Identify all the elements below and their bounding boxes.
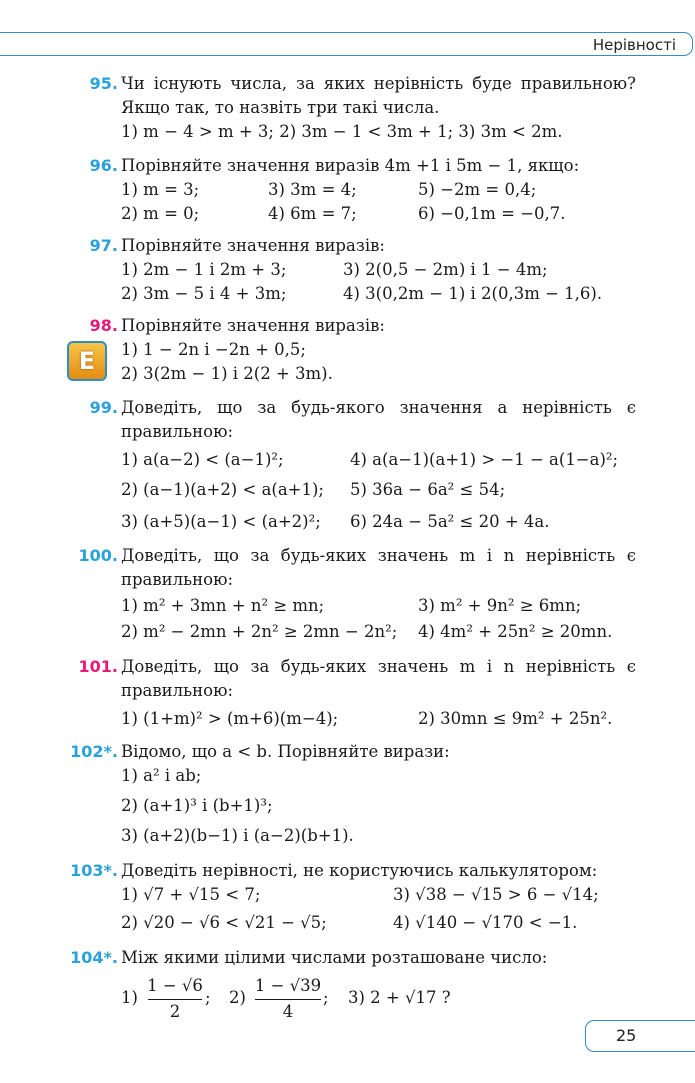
item-4: 4) 6m = 7; [268, 204, 357, 223]
item-2: 2) (a−1)(a+2) < a(a+1); [121, 480, 324, 499]
item-5: 5) 36a − 6a² ≤ 54; [350, 480, 506, 499]
problem-text: Порівняйте значення виразів: [121, 236, 385, 255]
problem-text: Чи існують числа, за яких нерівність буде правильною? Якщо так, то назвіть три такі числа. [121, 74, 636, 117]
problem-number: 98. [89, 316, 118, 335]
problem-items: 1) m − 4 > m + 3; 2) 3m − 1 < 3m + 1; 3) 3m < 2m. [121, 122, 563, 141]
item-4: 4) 4m² + 25n² ≥ 20mn. [418, 622, 613, 641]
item-2: 2) 3m − 5 і 4 + 3m; [121, 284, 287, 303]
item-2-end: ; [323, 988, 329, 1007]
item-4: 4) 3(0,2m − 1) і 2(0,3m − 1,6). [343, 284, 603, 303]
problem-text: Доведіть, що за будь-яких значень m і n нерівність є правильною: [121, 546, 636, 589]
page-number: 25 [616, 1026, 637, 1045]
problem-text: Відомо, що a < b. Порівняйте вирази: [121, 742, 450, 761]
page-header [0, 32, 693, 56]
item-3: 3) 3m = 4; [268, 180, 357, 199]
item-4: 4) √140 − √170 < −1. [393, 913, 578, 932]
level-e-badge-icon: Е [67, 341, 107, 381]
problem-number: 103*. [70, 861, 118, 880]
item-2: 2) 30mn ≤ 9m² + 25n². [418, 709, 613, 728]
problem-number: 102*. [70, 742, 118, 761]
item-2-numerator: 1 − √39 [254, 976, 322, 995]
page-number-box [585, 1020, 695, 1052]
item-1: 1) a² і ab; [121, 766, 202, 785]
problem-text: Між якими цілими числами розташоване число: [121, 948, 548, 967]
item-2-denominator: 4 [282, 1002, 294, 1021]
item-6: 6) −0,1m = −0,7. [418, 204, 566, 223]
problem-number: 101. [78, 657, 118, 676]
item-2-label: 2) [229, 988, 246, 1007]
problem-text: Доведіть нерівності, не користуючись калькулятором: [121, 861, 598, 880]
item-1: 1) m = 3; [121, 180, 200, 199]
item-2: 2) m = 0; [121, 204, 200, 223]
problem-text: Порівняйте значення виразів 4m +1 і 5m − 1, якщо: [121, 156, 580, 175]
item-4: 4) a(a−1)(a+1) > −1 − a(1−a)²; [350, 450, 619, 469]
problem-text: Доведіть, що за будь-якого значення a нерівність є правильною: [121, 398, 636, 441]
item-3: 3) (a+5)(a−1) < (a+2)²; [121, 512, 321, 531]
item-3: 3) (a+2)(b−1) і (a−2)(b+1). [121, 826, 354, 845]
item-6: 6) 24a − 5a² ≤ 20 + 4a. [350, 512, 550, 531]
problem-number: 96. [89, 156, 118, 175]
item-1: 1) (1+m)² > (m+6)(m−4); [121, 709, 339, 728]
item-1: 1) 2m − 1 і 2m + 3; [121, 260, 287, 279]
problem-text: Доведіть, що за будь-яких значень m і n нерівність є правильною: [121, 657, 636, 700]
item-1: 1) 1 − 2n і −2n + 0,5; [121, 340, 306, 359]
item-2: 2) √20 − √6 < √21 − √5; [121, 913, 327, 932]
item-3: 3) √38 − √15 > 6 − √14; [393, 885, 599, 904]
section-title: Нерівності [592, 36, 676, 54]
problem-number: 100. [78, 546, 118, 565]
problem-text: Порівняйте значення виразів: [121, 316, 385, 335]
item-1-label: 1) [121, 988, 138, 1007]
problem-number: 99. [89, 398, 118, 417]
item-2: 2) 3(2m − 1) і 2(2 + 3m). [121, 364, 333, 383]
item-2: 2) m² − 2mn + 2n² ≥ 2mn − 2n²; [121, 622, 398, 641]
item-1: 1) m² + 3mn + n² ≥ mn; [121, 596, 325, 615]
item-3: 3) 2 + √17 ? [348, 988, 451, 1007]
problem-number: 97. [89, 236, 118, 255]
item-3: 3) 2(0,5 − 2m) і 1 − 4m; [343, 260, 548, 279]
problem-number: 104*. [70, 948, 118, 967]
item-1-denominator: 2 [169, 1002, 181, 1021]
item-1: 1) √7 + √15 < 7; [121, 885, 261, 904]
item-2: 2) (a+1)³ і (b+1)³; [121, 796, 273, 815]
item-1-end: ; [205, 988, 211, 1007]
item-3: 3) m² + 9n² ≥ 6mn; [418, 596, 582, 615]
item-5: 5) −2m = 0,4; [418, 180, 537, 199]
item-1-numerator: 1 − √6 [147, 976, 203, 995]
problem-number: 95. [89, 74, 118, 93]
item-1: 1) a(a−2) < (a−1)²; [121, 450, 284, 469]
